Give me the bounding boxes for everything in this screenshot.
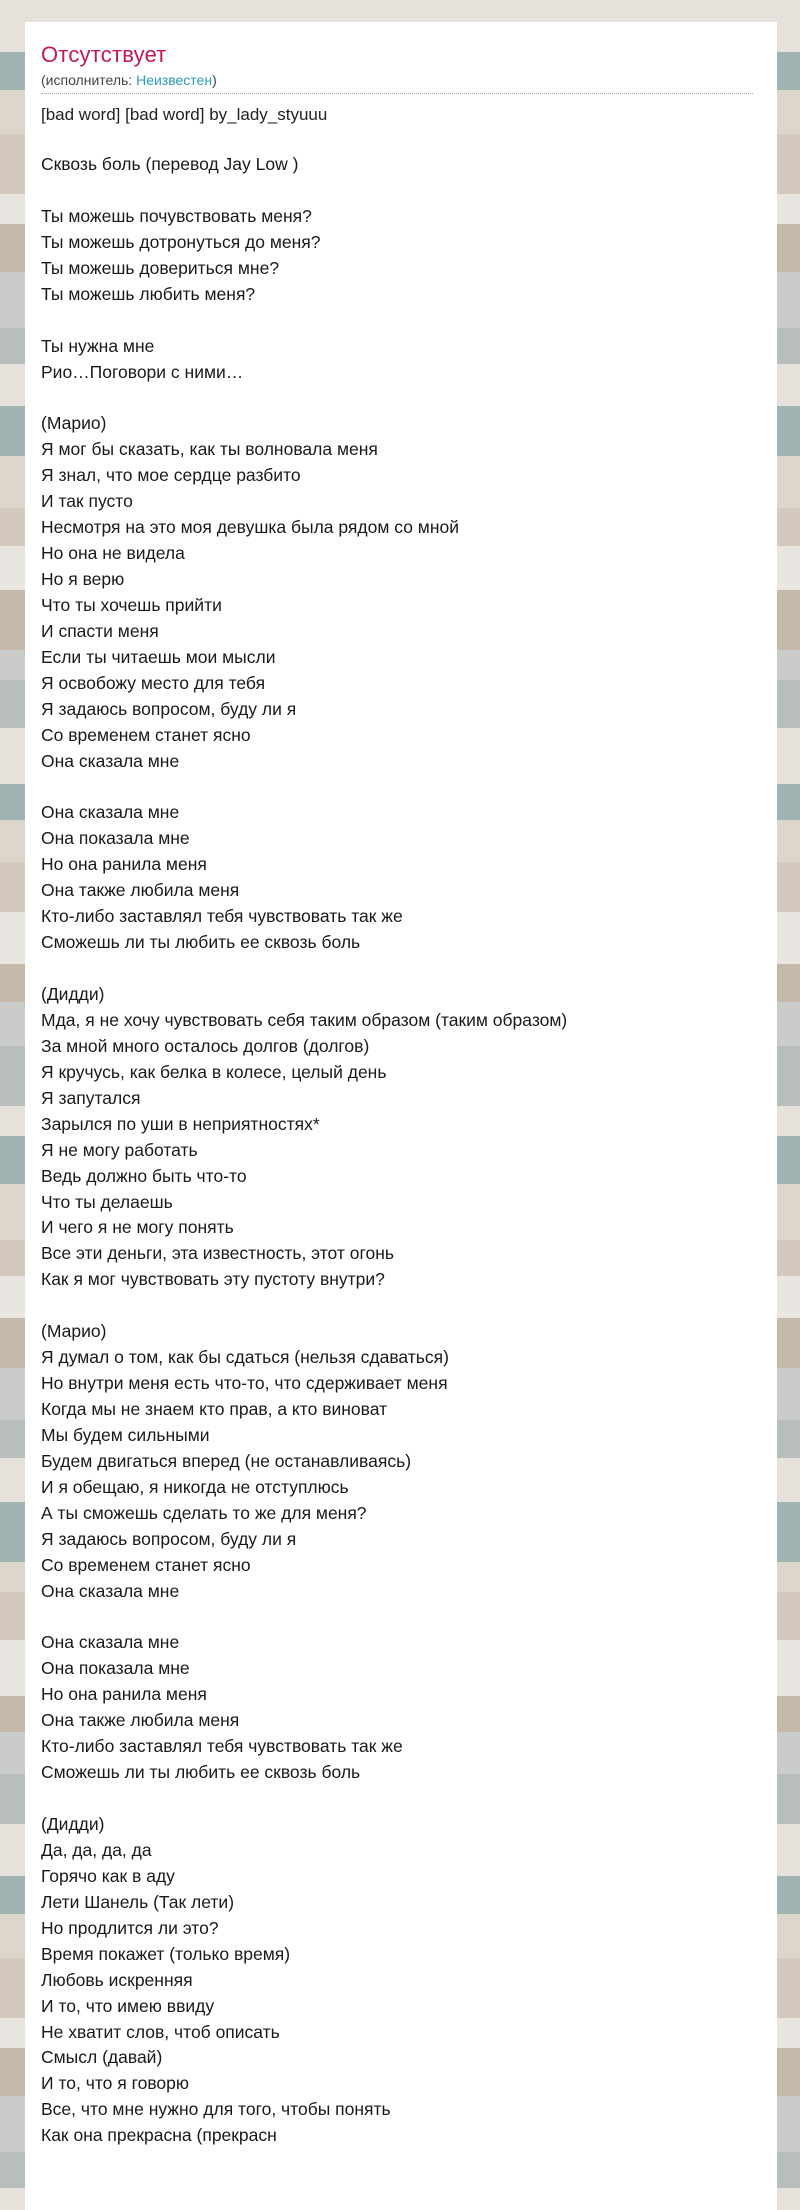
- lyric-line: Она сказала мне: [41, 750, 180, 771]
- lyric-line: (Марио): [41, 1321, 107, 1342]
- lyric-line: Время покажет (только время): [41, 1943, 291, 1964]
- performer-prefix: (исполнитель:: [41, 72, 137, 88]
- lyric-line: Ты нужна мне: [41, 335, 155, 356]
- lyric-line: Как я мог чувствовать эту пустоту внутри?: [41, 1269, 385, 1290]
- lyric-line: И чего я не могу понять: [41, 1217, 234, 1238]
- lyric-line: Я освобожу место для тебя: [41, 672, 266, 693]
- lyric-line: Но внутри меня есть что-то, что сдерживает меня: [41, 1373, 448, 1394]
- lyric-line: Но она ранила меня: [41, 1684, 207, 1705]
- lyric-line: Если ты читаешь мои мысли: [41, 646, 276, 667]
- lyric-line: Кто-либо заставлял тебя чувствовать так же: [41, 1736, 403, 1757]
- lyric-line: Что ты хочешь прийти: [41, 594, 222, 615]
- lyrics-card: [25, 22, 777, 2210]
- lyric-line: Она сказала мне: [41, 1580, 180, 1601]
- lyric-blank-line: [41, 1786, 567, 1812]
- lyric-line: Она сказала мне: [41, 1632, 180, 1653]
- lyric-line: И спасти меня: [41, 620, 159, 641]
- lyric-line: Она показала мне: [41, 1658, 190, 1679]
- lyric-line: Мда, я не хочу чувствовать себя таким образом (таким образом): [41, 1009, 568, 1030]
- lyric-line: И то, что имею ввиду: [41, 1995, 215, 2016]
- lyric-line: Она сказала мне: [41, 802, 180, 823]
- dotted-divider: [41, 93, 753, 94]
- song-title: Отсутствует: [41, 42, 167, 67]
- lyric-blank-line: [41, 956, 567, 982]
- lyric-line: Со временем станет ясно: [41, 1554, 251, 1575]
- lyric-line: Не хватит слов, чтоб описать: [41, 2021, 280, 2042]
- lyric-line: Я не могу работать: [41, 1139, 198, 1160]
- lyric-line: И то, что я говорю: [41, 2073, 190, 2094]
- lyric-line: Я думал о том, как бы сдаться (нельзя сдаваться): [41, 1347, 449, 1368]
- lyric-line: Но она не видела: [41, 543, 185, 564]
- lyric-line: Когда мы не знаем кто прав, а кто виноват: [41, 1399, 388, 1419]
- lyric-line: Горячо как в аду: [41, 1865, 175, 1886]
- lyric-line: Как она прекрасна (прекрасн: [41, 2125, 277, 2146]
- lyric-blank-line: [41, 1605, 567, 1631]
- lyric-line: Ведь должно быть что-то: [41, 1165, 247, 1186]
- lyric-line: И так пусто: [41, 491, 133, 512]
- lyric-line: И я обещаю, я никогда не отступлюсь: [41, 1476, 349, 1497]
- lyric-line: Она также любила меня: [41, 880, 240, 901]
- lyric-line: Но продлится ли это?: [41, 1917, 219, 1938]
- lyric-line: Мы будем сильными: [41, 1424, 210, 1445]
- lyric-line: Ты можешь почувствовать меня?: [41, 205, 312, 226]
- lyric-line: Но она ранила меня: [41, 854, 207, 875]
- lyric-blank-line: [41, 308, 567, 334]
- lyric-line: Зарылся по уши в неприятностях*: [41, 1113, 320, 1134]
- lyric-line: Все эти деньги, эта известность, этот огонь: [41, 1243, 395, 1264]
- lyric-line: Да, да, да, да: [41, 1839, 152, 1860]
- lyric-line: Лети Шанель (Так лети): [41, 1891, 235, 1912]
- lyric-line: Любовь искренняя: [41, 1969, 193, 1990]
- performer-suffix: ): [212, 72, 217, 88]
- lyric-line: Она также любила меня: [41, 1710, 240, 1731]
- lyrics-text: [41, 152, 567, 2149]
- lyric-line: Я запутался: [41, 1087, 141, 1108]
- lyric-line: Все, что мне нужно для того, чтобы понять: [41, 2099, 391, 2120]
- lyric-line: Будем двигаться вперед (не останавливаясь): [41, 1450, 412, 1471]
- lyric-line: За мной много осталось долгов (долгов): [41, 1035, 370, 1056]
- lyric-line: Сквозь боль (перевод Jay Low ): [41, 154, 299, 174]
- lyric-line: (Дидди): [41, 984, 105, 1004]
- lyric-line: Что ты делаешь: [41, 1191, 173, 1212]
- lyric-line: Несмотря на это моя девушка была рядом со мной: [41, 517, 459, 538]
- lyric-blank-line: [41, 178, 567, 204]
- lyric-line: Ты можешь дотронуться до меня?: [41, 231, 321, 252]
- lyric-line: Но я верю: [41, 569, 125, 589]
- lyric-line: Кто-либо заставлял тебя чувствовать так же: [41, 906, 403, 927]
- lyric-blank-line: [41, 775, 567, 801]
- lyric-line: Она показала мне: [41, 828, 190, 849]
- lyric-line: Я задаюсь вопросом, буду ли я: [41, 698, 297, 719]
- lyric-blank-line: [41, 1293, 567, 1319]
- lyric-line: (Марио): [41, 413, 107, 434]
- credit-line: [bad word] [bad word] by_lady_styuuu: [41, 105, 328, 124]
- lyric-line: Со временем станет ясно: [41, 724, 251, 745]
- lyric-line: Рио…Поговори с ними…: [41, 361, 244, 382]
- lyric-line: А ты сможешь сделать то же для меня?: [41, 1502, 367, 1523]
- lyric-line: Я мог бы сказать, как ты волновала меня: [41, 439, 378, 460]
- lyric-line: (Дидди): [41, 1814, 105, 1834]
- lyric-blank-line: [41, 385, 567, 411]
- lyric-line: Ты можешь любить меня?: [41, 283, 256, 304]
- performer-line: [41, 72, 217, 88]
- lyric-line: Я знал, что мое сердце разбито: [41, 465, 301, 486]
- lyric-line: Ты можешь довериться мне?: [41, 257, 280, 278]
- lyric-line: Сможешь ли ты любить ее сквозь боль: [41, 1762, 361, 1783]
- lyric-line: Сможешь ли ты любить ее сквозь боль: [41, 932, 361, 953]
- performer-link[interactable]: Неизвестен: [136, 72, 213, 88]
- lyric-line: Я кручусь, как белка в колесе, целый день: [41, 1061, 387, 1082]
- lyric-line: Я задаюсь вопросом, буду ли я: [41, 1528, 297, 1549]
- lyric-line: Смысл (давай): [41, 2047, 163, 2068]
